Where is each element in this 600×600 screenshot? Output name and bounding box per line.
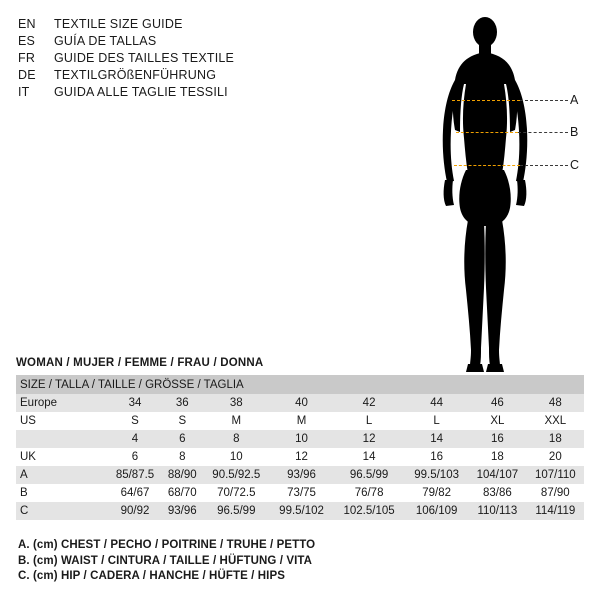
table-cell: 90/92 xyxy=(108,502,162,520)
language-row xyxy=(18,50,348,67)
language-code: FR xyxy=(18,51,36,65)
table-cell: 12 xyxy=(270,448,333,466)
table-cell: 6 xyxy=(108,448,162,466)
size-table-section xyxy=(16,357,584,520)
table-cell: S xyxy=(108,412,162,430)
measure-label-b: B xyxy=(570,125,579,139)
table-cell: 104/107 xyxy=(468,466,527,484)
table-cell: 34 xyxy=(108,394,162,412)
table-header-row xyxy=(16,375,584,394)
table-cell: 36 xyxy=(162,394,203,412)
table-cell: 93/96 xyxy=(162,502,203,520)
table-cell: 64/67 xyxy=(108,484,162,502)
table-cell: 18 xyxy=(468,448,527,466)
footnote-hip: C. (cm) HIP / CADERA / HANCHE / HÜFTE / HIPS xyxy=(18,570,286,582)
language-code: DE xyxy=(18,68,36,82)
row-label: C xyxy=(16,502,108,520)
measure-line-chest-extension xyxy=(520,100,568,101)
table-cell: 110/113 xyxy=(468,502,527,520)
female-silhouette-icon xyxy=(400,10,600,380)
table-cell: 4 xyxy=(108,430,162,448)
table-cell: 90.5/92.5 xyxy=(203,466,271,484)
table-cell: 99.5/102 xyxy=(270,502,333,520)
footnote-waist: B. (cm) WAIST / CINTURA / TAILLE / HÜFTUNG / VITA xyxy=(18,554,313,567)
row-label: UK xyxy=(16,448,108,466)
measure-line-hip xyxy=(454,165,520,166)
table-caption: WOMAN / MUJER / FEMME / FRAU / DONNA xyxy=(16,357,264,369)
table-cell: M xyxy=(203,412,271,430)
table-cell: 85/87.5 xyxy=(108,466,162,484)
table-cell: 70/72.5 xyxy=(203,484,271,502)
row-label xyxy=(16,430,108,448)
table-cell: 40 xyxy=(270,394,333,412)
table-cell: 12 xyxy=(333,430,405,448)
table-cell: 6 xyxy=(162,430,203,448)
table-cell: 76/78 xyxy=(333,484,405,502)
table-cell: 14 xyxy=(405,430,468,448)
size-table xyxy=(16,375,584,520)
language-row xyxy=(18,67,348,84)
language-row xyxy=(18,33,348,50)
table-cell: S xyxy=(162,412,203,430)
language-row xyxy=(18,16,348,33)
language-title: TEXTILE SIZE GUIDE xyxy=(54,17,183,31)
table-row xyxy=(16,466,584,484)
table-cell: L xyxy=(405,412,468,430)
table-cell: 46 xyxy=(468,394,527,412)
row-label: B xyxy=(16,484,108,502)
language-code: EN xyxy=(18,17,36,31)
table-cell: 10 xyxy=(270,430,333,448)
table-cell: 8 xyxy=(162,448,203,466)
row-label: Europe xyxy=(16,394,108,412)
language-code: IT xyxy=(18,85,30,99)
footnotes-block xyxy=(18,538,578,585)
table-cell: 10 xyxy=(203,448,271,466)
table-cell: 16 xyxy=(405,448,468,466)
table-cell: M xyxy=(270,412,333,430)
table-cell: 79/82 xyxy=(405,484,468,502)
table-cell: 14 xyxy=(333,448,405,466)
table-row xyxy=(16,412,584,430)
table-row xyxy=(16,502,584,520)
language-row xyxy=(18,84,348,101)
table-cell: L xyxy=(333,412,405,430)
table-cell: 44 xyxy=(405,394,468,412)
table-cell: 68/70 xyxy=(162,484,203,502)
table-cell: 93/96 xyxy=(270,466,333,484)
language-title: GUÍA DE TALLAS xyxy=(54,34,157,48)
figure-area xyxy=(400,10,600,380)
table-cell: 96.5/99 xyxy=(203,502,271,520)
table-cell: 88/90 xyxy=(162,466,203,484)
table-row xyxy=(16,394,584,412)
table-row xyxy=(16,430,584,448)
table-cell: 107/110 xyxy=(527,466,584,484)
table-cell: 73/75 xyxy=(270,484,333,502)
measure-line-chest xyxy=(452,100,520,101)
table-cell: 83/86 xyxy=(468,484,527,502)
measure-label-c: C xyxy=(570,158,580,172)
measure-line-waist-extension xyxy=(518,132,568,133)
table-cell: XL xyxy=(468,412,527,430)
table-header-label: SIZE / TALLA / TAILLE / GRÖSSE / TAGLIA xyxy=(16,375,584,394)
table-cell: 18 xyxy=(527,430,584,448)
measure-label-a: A xyxy=(570,93,579,107)
table-cell: 38 xyxy=(203,394,271,412)
row-label: A xyxy=(16,466,108,484)
language-title: GUIDE DES TAILLES TEXTILE xyxy=(54,51,235,65)
measure-line-waist xyxy=(456,132,518,133)
language-title: GUIDA ALLE TAGLIE TESSILI xyxy=(54,85,228,99)
language-title: TEXTILGRÖßENFÜHRUNG xyxy=(54,68,217,82)
footnote-chest: A. (cm) CHEST / PECHO / POITRINE / TRUHE / PETTO xyxy=(18,539,316,551)
table-row xyxy=(16,484,584,502)
language-header-block xyxy=(18,16,348,101)
table-cell: 96.5/99 xyxy=(333,466,405,484)
row-label: US xyxy=(16,412,108,430)
table-cell: 99.5/103 xyxy=(405,466,468,484)
table-cell: 87/90 xyxy=(527,484,584,502)
measure-line-hip-extension xyxy=(520,165,568,166)
table-cell: 20 xyxy=(527,448,584,466)
table-row xyxy=(16,448,584,466)
table-cell: 42 xyxy=(333,394,405,412)
table-cell: XXL xyxy=(527,412,584,430)
table-cell: 48 xyxy=(527,394,584,412)
table-cell: 114/119 xyxy=(527,502,584,520)
table-cell: 16 xyxy=(468,430,527,448)
language-code: ES xyxy=(18,34,36,48)
table-cell: 102.5/105 xyxy=(333,502,405,520)
table-cell: 8 xyxy=(203,430,271,448)
table-cell: 106/109 xyxy=(405,502,468,520)
